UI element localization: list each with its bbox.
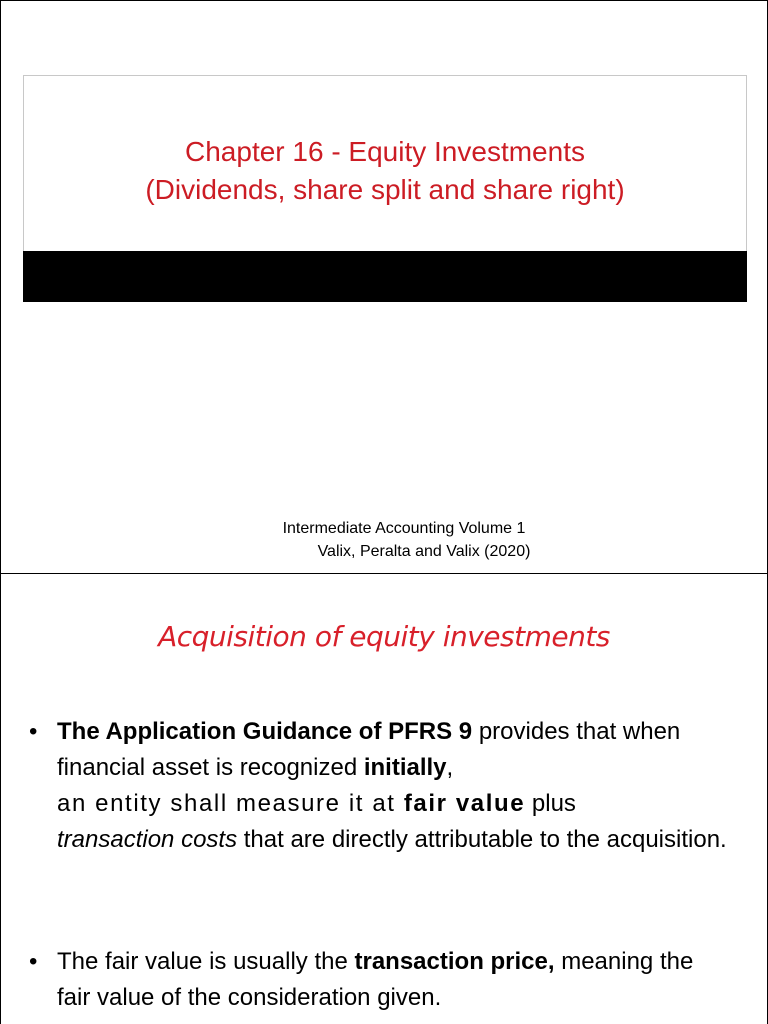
slide-acquisition [0, 574, 768, 1024]
bullet-text-bold: initially [363, 754, 447, 781]
slide-heading: Acquisition of equity investments [158, 620, 610, 653]
bullet-icon: • [29, 718, 38, 745]
bullet-text: an entity shall measure it at [57, 790, 404, 817]
bullet-icon: • [29, 948, 38, 975]
book-title: Intermediate Accounting Volume 1 [282, 520, 526, 537]
bullet-text-bold: fair value [403, 790, 526, 817]
bullet-text-italic: transaction costs [57, 826, 238, 853]
bullet-text: plus [525, 790, 576, 817]
bullet-text: that are directly attributable to the acquisition. [237, 826, 727, 853]
bullet-text-bold: transaction price, [354, 948, 555, 975]
bullet-item [29, 714, 727, 858]
chapter-title: Chapter 16 - Equity Investments [185, 136, 585, 167]
title-underline-bar [23, 251, 747, 302]
book-authors: Valix, Peralta and Valix (2020) [317, 543, 531, 560]
bullet-text-bold: The Application Guidance of PFRS 9 [57, 718, 473, 745]
bullet-text: meaning the fair value of the consideration given. [57, 948, 694, 1011]
bullet-text: , [446, 754, 454, 781]
bullet-text: provides that when financial asset is recognized [57, 718, 681, 781]
chapter-subtitle: (Dividends, share split and share right) [145, 174, 625, 205]
bullet-item [29, 944, 727, 1016]
bullet-text: The fair value is usually the [57, 948, 355, 975]
title-box [23, 75, 747, 251]
